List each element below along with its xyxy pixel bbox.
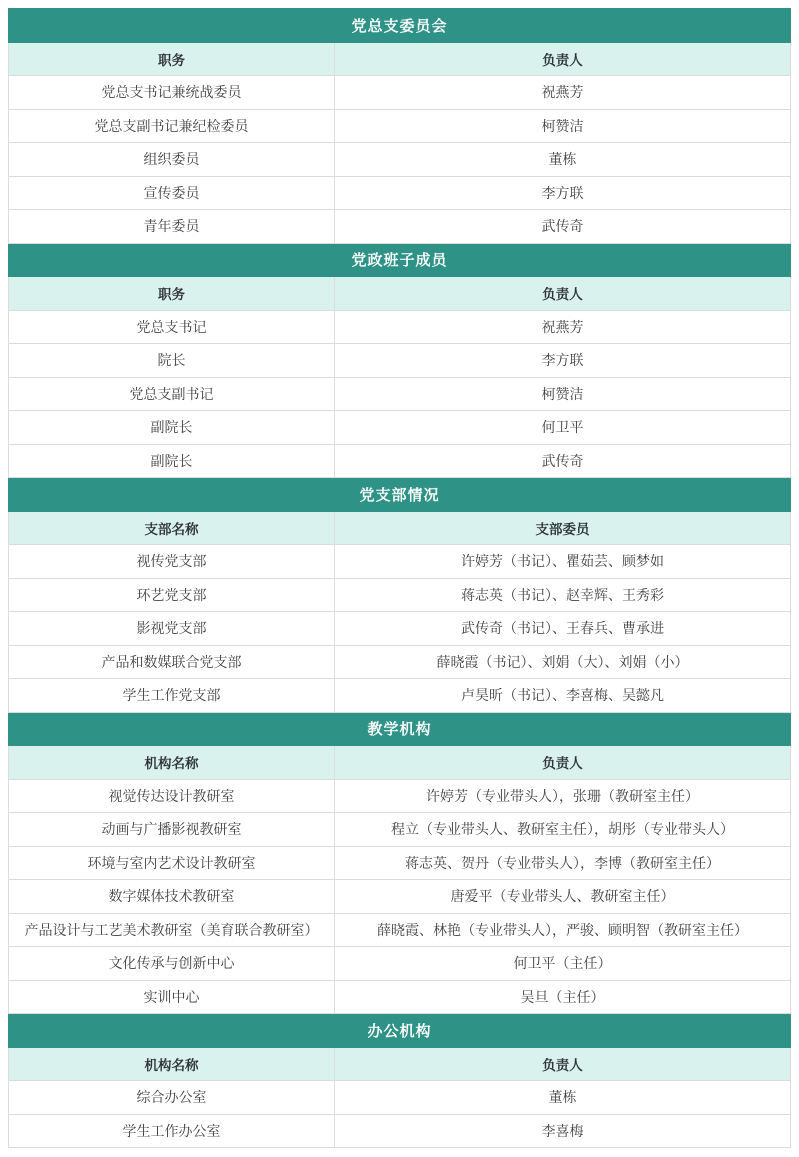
table-row <box>9 578 791 612</box>
column-header: 机构名称 <box>9 746 335 780</box>
column-header: 机构名称 <box>9 1047 335 1081</box>
cell-person: 薛晓霞（书记）、刘娟（大）、刘娟（小） <box>335 645 791 679</box>
cell-position: 组织委员 <box>9 143 335 177</box>
table-row <box>9 310 791 344</box>
cell-position: 青年委员 <box>9 210 335 244</box>
column-header: 负责人 <box>335 1047 791 1081</box>
cell-position: 视觉传达设计教研室 <box>9 779 335 813</box>
cell-position: 环艺党支部 <box>9 578 335 612</box>
org-structure-table <box>8 8 791 1148</box>
cell-position: 学生工作党支部 <box>9 679 335 713</box>
cell-position: 党总支副书记 <box>9 377 335 411</box>
section-header-row <box>9 243 791 277</box>
section-header-row <box>9 1014 791 1048</box>
cell-person: 柯赞洁 <box>335 109 791 143</box>
cell-position: 产品和数媒联合党支部 <box>9 645 335 679</box>
cell-position: 产品设计与工艺美术教研室（美育联合教研室） <box>9 913 335 947</box>
table-row <box>9 880 791 914</box>
column-header: 支部名称 <box>9 511 335 545</box>
cell-person: 董栋 <box>335 1081 791 1115</box>
table-row <box>9 980 791 1014</box>
column-header: 支部委员 <box>335 511 791 545</box>
table-row <box>9 645 791 679</box>
section-header-row <box>9 9 791 43</box>
cell-person: 唐爱平（专业带头人、教研室主任） <box>335 880 791 914</box>
cell-person: 武传奇（书记）、王春兵、曹承进 <box>335 612 791 646</box>
table-row <box>9 947 791 981</box>
cell-position: 文化传承与创新中心 <box>9 947 335 981</box>
cell-position: 院长 <box>9 344 335 378</box>
cell-person: 武传奇 <box>335 210 791 244</box>
cell-person: 许婷芳（书记）、瞿茹芸、顾梦如 <box>335 545 791 579</box>
table-row <box>9 444 791 478</box>
table-row <box>9 143 791 177</box>
table-row <box>9 377 791 411</box>
column-header-row <box>9 277 791 311</box>
cell-person: 卢昊昕（书记）、李喜梅、吴懿凡 <box>335 679 791 713</box>
cell-position: 数字媒体技术教研室 <box>9 880 335 914</box>
cell-position: 实训中心 <box>9 980 335 1014</box>
section-title: 办公机构 <box>9 1014 791 1048</box>
section-title: 党支部情况 <box>9 478 791 512</box>
table-row <box>9 779 791 813</box>
table-row <box>9 545 791 579</box>
cell-person: 武传奇 <box>335 444 791 478</box>
cell-person: 祝燕芳 <box>335 76 791 110</box>
table-row <box>9 913 791 947</box>
cell-position: 党总支书记兼统战委员 <box>9 76 335 110</box>
table-row <box>9 679 791 713</box>
cell-person: 蒋志英（书记）、赵幸辉、王秀彩 <box>335 578 791 612</box>
cell-person: 蒋志英、贺丹（专业带头人），李博（教研室主任） <box>335 846 791 880</box>
cell-position: 党总支书记 <box>9 310 335 344</box>
column-header: 职务 <box>9 42 335 76</box>
cell-position: 综合办公室 <box>9 1081 335 1115</box>
column-header-row <box>9 42 791 76</box>
cell-person: 何卫平（主任） <box>335 947 791 981</box>
column-header: 负责人 <box>335 746 791 780</box>
org-table-body <box>9 9 791 1148</box>
table-row <box>9 76 791 110</box>
column-header-row <box>9 746 791 780</box>
cell-person: 李喜梅 <box>335 1114 791 1148</box>
table-row <box>9 210 791 244</box>
table-row <box>9 1081 791 1115</box>
cell-position: 影视党支部 <box>9 612 335 646</box>
column-header: 职务 <box>9 277 335 311</box>
table-row <box>9 344 791 378</box>
section-header-row <box>9 478 791 512</box>
table-row <box>9 813 791 847</box>
cell-position: 副院长 <box>9 411 335 445</box>
table-row <box>9 612 791 646</box>
table-row <box>9 109 791 143</box>
cell-person: 薛晓霞、林艳（专业带头人），严骏、顾明智（教研室主任） <box>335 913 791 947</box>
cell-position: 党总支副书记兼纪检委员 <box>9 109 335 143</box>
table-row <box>9 176 791 210</box>
cell-person: 李方联 <box>335 344 791 378</box>
cell-position: 视传党支部 <box>9 545 335 579</box>
cell-person: 柯赞洁 <box>335 377 791 411</box>
column-header-row <box>9 511 791 545</box>
table-row <box>9 1114 791 1148</box>
table-row <box>9 411 791 445</box>
cell-person: 董栋 <box>335 143 791 177</box>
section-title: 党政班子成员 <box>9 243 791 277</box>
cell-person: 祝燕芳 <box>335 310 791 344</box>
cell-person: 许婷芳（专业带头人），张珊（教研室主任） <box>335 779 791 813</box>
column-header: 负责人 <box>335 42 791 76</box>
section-title: 党总支委员会 <box>9 9 791 43</box>
cell-person: 吴旦（主任） <box>335 980 791 1014</box>
cell-person: 何卫平 <box>335 411 791 445</box>
cell-position: 学生工作办公室 <box>9 1114 335 1148</box>
cell-person: 程立（专业带头人、教研室主任），胡彤（专业带头人） <box>335 813 791 847</box>
cell-person: 李方联 <box>335 176 791 210</box>
cell-position: 环境与室内艺术设计教研室 <box>9 846 335 880</box>
column-header: 负责人 <box>335 277 791 311</box>
cell-position: 动画与广播影视教研室 <box>9 813 335 847</box>
table-row <box>9 846 791 880</box>
cell-position: 宣传委员 <box>9 176 335 210</box>
section-title: 教学机构 <box>9 712 791 746</box>
section-header-row <box>9 712 791 746</box>
column-header-row <box>9 1047 791 1081</box>
cell-position: 副院长 <box>9 444 335 478</box>
